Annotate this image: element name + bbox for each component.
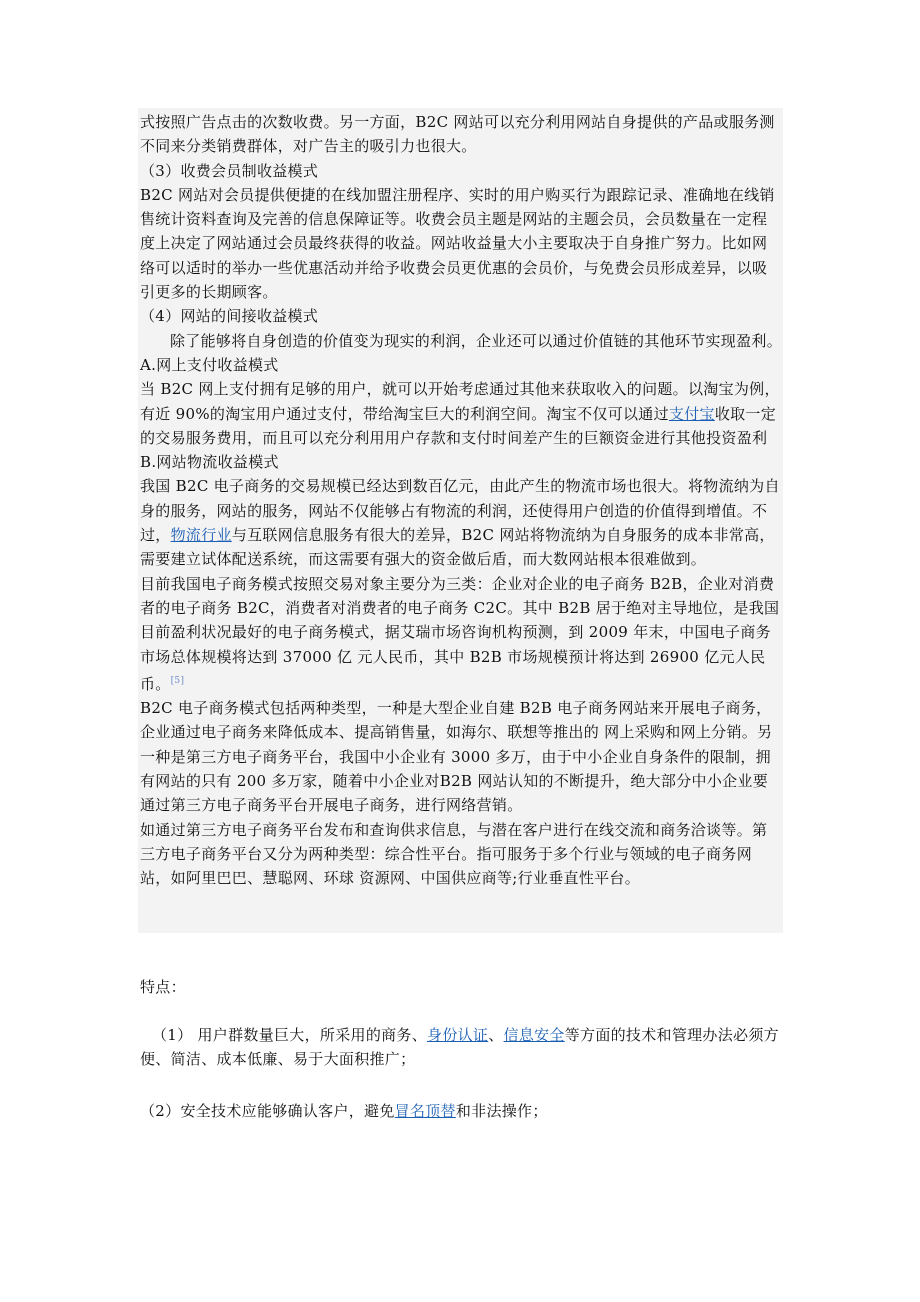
- identity-authentication-link[interactable]: 身份认证: [427, 1026, 489, 1044]
- feature-2-text-start: （2）安全技术应能够确认客户，避免: [140, 1102, 395, 1120]
- feature-1-text-start: （1） 用户群数量巨大，所采用的商务、: [152, 1026, 428, 1044]
- article-body: [140, 110, 782, 891]
- reference-link[interactable]: [5]: [170, 675, 185, 686]
- ecommerce-types-text: 目前我国电子商务模式按照交易对象主要分为三类：企业对企业的电子商务 B2B，企业对消费者的电子商务 B2C，消费者对消费者的电子商务 C2C。其中 B2B 居于绝对主导地位，是我国目前盈利状况最好的电子商务模式，据艾瑞市场咨询机构预测，到 2009 年末，中国电子商务市场总体规模将达到 37000 亿 元人民币，其中 B2B 市场规模预计将达到 26900 亿元人民币。: [140, 574, 780, 693]
- logistics-industry-link[interactable]: 物流行业: [170, 526, 232, 545]
- payment-text-start: 当 B2C 网上支付拥有足够的用户，就可以开始考虑通过其他来获取收入的问题。以淘宝为例，有近 90%的淘宝用户通过支付，带给淘宝巨大的利润空间。淘宝不仅可以通过: [140, 380, 780, 423]
- feature-1-text-end: 等方面的技术和管理办法必须方便、简洁、成本低廉、易于大面积推广；: [140, 1026, 779, 1069]
- heading-online-payment: A.网上支付收益模式: [140, 355, 279, 374]
- paragraph-value-chain: 除了能够将自身创造的价值变为现实的利润，企业还可以通过价值链的其他环节实现盈利。: [170, 331, 783, 350]
- paragraph-third-party-platform: 如通过第三方电子商务平台发布和查询供求信息，与潜在客户进行在线交流和商务洽谈等。第三方电子商务平台又分为两种类型：综合性平台。指可服务于多个行业与领域的电子商务网站，如阿里巴巴、慧聪网、环球 资源网、中国供应商等;行业垂直性平台。: [140, 820, 768, 888]
- features-heading: 特点：: [140, 978, 186, 996]
- logistics-text-start: 我国 B2C 电子商务的交易规模已经达到数百亿元，由此产生的物流市场也很大。将物流纳为自身的服务，网站的服务，网站不仅能够占有物流的利润，还使得用户创造的价值得到增值。不过，: [140, 477, 780, 545]
- information-security-link[interactable]: 信息安全: [503, 1026, 565, 1044]
- logistics-text-end: 与互联网信息服务有很大的差异，B2C 网站将物流纳为自身服务的成本非常高，需要建立试体配送系统，而这需要有强大的资金做后盾，而大数网站根本很难做到。: [140, 526, 775, 569]
- payment-text-end: 收取一定的交易服务费用，而且可以充分利用用户存款和支付时间差产生的巨额资金进行其他投资盈利: [140, 404, 777, 447]
- paragraph-online-payment: [140, 377, 782, 450]
- feature-item-2: [140, 1099, 790, 1123]
- paragraph-advertising: 式按照广告点击的次数收费。另一方面，B2C 网站可以充分利用网站自身提供的产品或服务测不同来分类销费群体，对广告主的吸引力也很大。: [140, 113, 775, 156]
- feature-2-text-end: 和非法操作；: [455, 1102, 548, 1120]
- alipay-link[interactable]: 支付宝: [668, 404, 715, 423]
- impersonation-link[interactable]: 冒名顶替: [394, 1102, 456, 1120]
- paragraph-logistics: [140, 474, 782, 571]
- heading-logistics: B.网站物流收益模式: [140, 453, 279, 472]
- paragraph-membership: B2C 网站对会员提供便捷的在线加盟注册程序、实时的用户购买行为跟踪记录、准确地在线销售统计资料查询及完善的信息保障证等。收费会员主题是网站的主题会员，会员数量在一定程度上决定了网站通过会员最终获得的收益。网站收益量大小主要取决于自身推广努力。比如网络可以适时的举办一些优惠活动并给予收费会员更优惠的会员价，与免费会员形成差异，以吸引更多的长期顾客。: [140, 185, 775, 302]
- heading-paid-membership: （3）收费会员制收益模式: [140, 161, 319, 180]
- paragraph-ecommerce-types: [140, 572, 782, 696]
- paragraph-b2c-models: B2C 电子商务模式包括两种类型，一种是大型企业自建 B2B 电子商务网站来开展电子商务，企业通过电子商务来降低成本、提高销售量，如海尔、联想等推出的 网上采购和网上分销。另一种是第三方电子商务平台，我国中小企业有 3000 多万，由于中小企业自身条件的限制，拥有网站的只有 200 多万家，随着中小企业对B2B 网站认知的不断提升，绝大部分中小企业要通过第三方电子商务平台开展电子商务，进行网络营销。: [140, 699, 773, 815]
- feature-1-separator: 、: [488, 1026, 504, 1044]
- feature-item-1: [140, 1023, 790, 1072]
- heading-indirect-revenue: （4）网站的间接收益模式: [140, 307, 319, 326]
